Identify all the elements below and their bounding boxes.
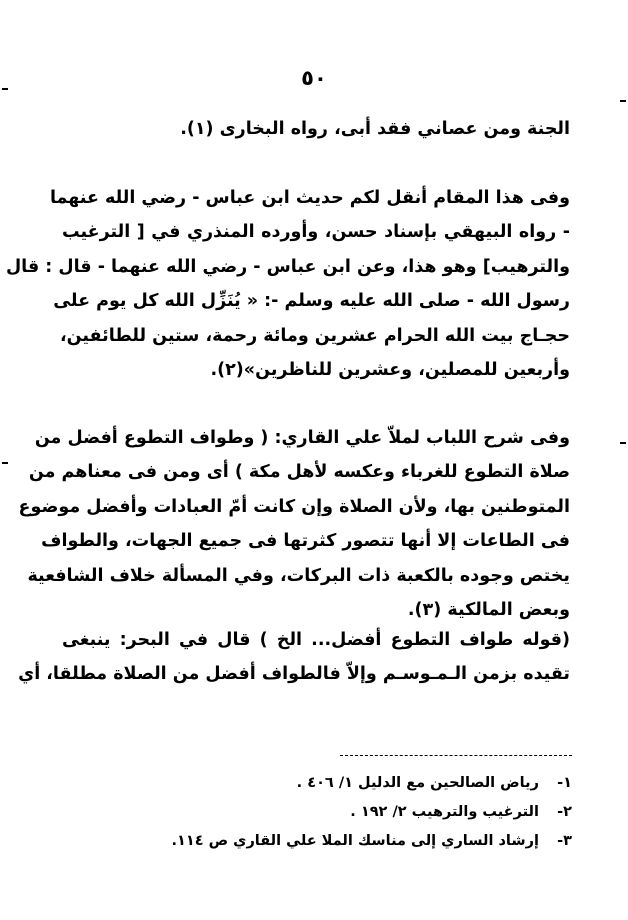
footnote-separator xyxy=(340,755,572,756)
text-line: (قوله طواف التطوع أفضل... الخ ) قال في البحر: ينبغى xyxy=(62,630,570,650)
scan-edge-mark xyxy=(2,88,8,90)
text-line: وفى شرح اللباب لملاّ علي القاري: ( وطواف التطوع أفضل من xyxy=(34,428,570,448)
text-line: والترهيب] وهو هذا، وعن ابن عباس - رضي الله عنهما - قال : قال xyxy=(6,256,570,277)
text-line: - رواه البيهقي بإسناد حسن، وأورده المنذري في [ الترغيب xyxy=(62,222,570,243)
text-line: فى الطاعات إلا أنها تتصور كثرتها فى جميع الجهات، والطواف xyxy=(41,531,570,552)
text-line: الجنة ومن عصاني فقد أبى، رواه البخارى (١). xyxy=(180,119,570,139)
footnote-text: رياض الصالحين مع الدليل ١/ ٤٠٦ . xyxy=(296,775,539,791)
scan-edge-mark xyxy=(2,462,8,464)
footnote-item xyxy=(140,798,572,827)
footnote-item xyxy=(140,769,572,798)
scan-edge-mark xyxy=(620,100,626,102)
footnote-number: ٣- xyxy=(557,833,572,849)
text-line: يختص وجوده بالكعبة ذات البركات، وفي المسألة خلاف الشافعية xyxy=(27,565,570,586)
scan-edge-mark xyxy=(620,442,626,444)
footnote-number: ١- xyxy=(557,775,572,791)
text-line: تقيده بزمن الـمـوسـم وإلاّ فالطواف أفضل من الصلاة مطلقا، أي xyxy=(18,664,570,685)
text-line: رسول الله - صلى الله عليه وسلم -: « يُنَزِّل الله كل يوم على xyxy=(53,291,570,312)
page-number: ٥٠ xyxy=(301,66,327,90)
footnote-text: الترغيب والترهيب ٢/ ١٩٢ . xyxy=(350,804,539,820)
paragraph-3 xyxy=(18,421,570,627)
text-line: المتوطنين بها، ولأن الصلاة وإن كانت أمّ العبادات وأفضل موضوع xyxy=(18,496,570,517)
text-line: وأربعين للمصلين، وعشرين للناظرين»(٢). xyxy=(210,359,570,380)
text-line: حجـاج بيت الله الحرام عشرين ومائة رحمة، ستين للطائفين، xyxy=(60,325,570,346)
footnote-text: إرشاد الساري إلى مناسك الملا علي القاري ص ١١٤. xyxy=(171,833,539,849)
paragraph-2 xyxy=(6,181,570,387)
paragraph-4 xyxy=(18,623,570,692)
text-line: صلاة التطوع للغرباء وعكسه لأهل مكة ) أى ومن فى معناهم من xyxy=(28,462,570,483)
footnotes xyxy=(140,769,572,856)
footnote-item xyxy=(140,827,572,856)
footnote-number: ٢- xyxy=(557,804,572,820)
text-line: وفى هذا المقام أنقل لكم حديث ابن عباس - رضي الله عنهما xyxy=(49,188,570,208)
text-line: وبعض المالكية (٣). xyxy=(407,599,570,620)
paragraph-1 xyxy=(62,112,570,146)
